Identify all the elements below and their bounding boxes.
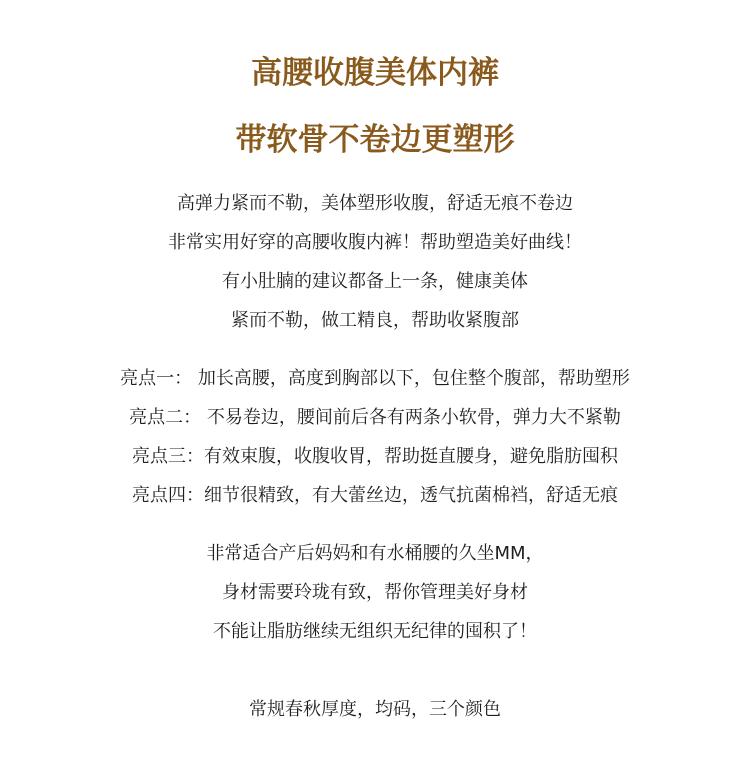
intro-line-2: 非常实用好穿的高腰收腹内裤！帮助塑造美好曲线！ <box>168 232 582 253</box>
highlight-line-3: 亮点三：有效束腹，收腹收胃，帮助挺直腰身，避免脂肪囤积 <box>132 446 618 467</box>
suitable-line-2: 身材需要玲珑有致，帮你管理美好身材 <box>222 582 528 603</box>
highlight-line-4: 亮点四：细节很精致，有大蕾丝边，透气抗菌棉裆，舒适无痕 <box>132 485 618 506</box>
footer-spec-line: 常规春秋厚度，均码，三个颜色 <box>249 699 501 720</box>
suitable-line-3: 不能让脂肪继续无组织无纪律的囤积了！ <box>213 621 537 642</box>
headline-feature: 带软骨不卷边更塑形 <box>235 122 515 158</box>
highlight-line-1: 亮点一： 加长高腰，高度到胸部以下，包住整个腹部，帮助塑形 <box>120 368 630 389</box>
intro-line-3: 有小肚腩的建议都备上一条，健康美体 <box>222 271 528 292</box>
suitable-line-1: 非常适合产后妈妈和有水桶腰的久坐MM， <box>206 543 544 564</box>
highlight-line-2: 亮点二： 不易卷边，腰间前后各有两条小软骨，弹力大不紧勒 <box>129 407 621 428</box>
intro-line-1: 高弹力紧而不勒，美体塑形收腹，舒适无痕不卷边 <box>177 193 573 214</box>
headline-product-name: 高腰收腹美体内裤 <box>251 55 499 91</box>
intro-line-4: 紧而不勒，做工精良，帮助收紧腹部 <box>231 310 519 331</box>
